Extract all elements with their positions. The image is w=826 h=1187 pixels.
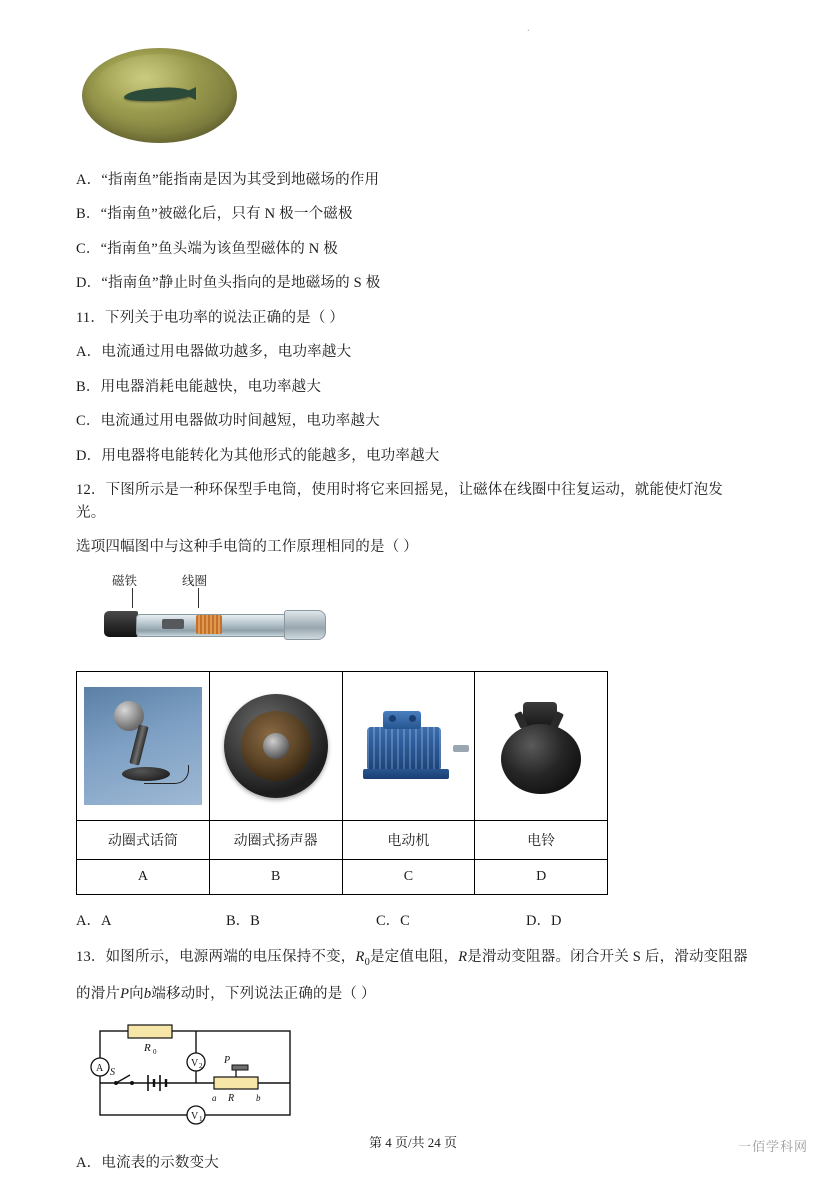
cell-image-b (209, 671, 342, 820)
q12-answer-b: B．B (226, 912, 260, 929)
electric-bell-photo (475, 673, 607, 819)
circuit-svg (86, 1017, 316, 1137)
loudspeaker-drawing (213, 690, 339, 802)
svg-text:0: 0 (153, 1048, 157, 1057)
table-row-names (77, 820, 608, 859)
svg-text:1: 1 (199, 1115, 203, 1124)
q12-stem-line2: 选项四幅图中与这种手电筒的工作原理相同的是（ ） (76, 539, 418, 556)
q12-answer-a: A．A (76, 912, 112, 929)
q13-symbol-r0: R (355, 948, 365, 965)
q13-circuit-diagram (86, 1017, 752, 1142)
svg-text:a: a (212, 1093, 217, 1104)
svg-text:P: P (224, 1055, 231, 1067)
torch-magnet-label: 磁铁 (112, 573, 138, 588)
option-letter-b: B (209, 859, 342, 894)
motor-base (363, 769, 449, 779)
motor-bolt (389, 715, 396, 722)
q13-option-a: A．电流表的示数变大 (76, 1155, 219, 1172)
q13-symbol-r0-sub: 0 (364, 956, 370, 968)
q10-option-c: C．“指南鱼”鱼头端为该鱼型磁体的 N 极 (76, 240, 338, 257)
q13-stem-part2: 是定值电阻， (369, 948, 459, 965)
svg-text:S: S (110, 1067, 115, 1079)
svg-text:A: A (96, 1063, 104, 1075)
q13-symbol-b: b (143, 985, 152, 1002)
svg-text:V: V (191, 1111, 199, 1123)
microphone-drawing (84, 687, 202, 805)
motor-fins (367, 727, 441, 771)
svg-text:R: R (228, 1093, 235, 1105)
option-letter-c: C (342, 859, 475, 894)
q10-option-b: B．“指南鱼”被磁化后，只有 N 极一个磁极 (76, 206, 353, 223)
option-name-d: 电铃 (475, 820, 608, 859)
speaker-frame (224, 694, 328, 798)
motor-shaft (453, 745, 469, 752)
option-letter-d: D (475, 859, 608, 894)
q13-stem2-part2: 向 (129, 985, 144, 1002)
q12-answer-row (76, 909, 676, 930)
svg-text:2: 2 (199, 1062, 203, 1071)
page-content (76, 40, 752, 1187)
torch-coil-shape (196, 615, 222, 634)
svg-text:R: R (144, 1042, 151, 1055)
speaker-cone (241, 711, 311, 781)
option-name-a: 动圈式话筒 (77, 820, 210, 859)
coil-leader-line (198, 588, 199, 608)
q11-option-a: A．电流通过用电器做功越多，电功率越大 (76, 344, 352, 361)
table-row-letters (77, 859, 608, 894)
torch-coil-label: 线圈 (182, 573, 208, 588)
cell-image-a (77, 671, 210, 820)
torch-head (104, 611, 138, 637)
table-row-images (77, 671, 608, 820)
q13-symbol-p: P (120, 985, 130, 1002)
option-name-c: 电动机 (342, 820, 475, 859)
motor-bolt (409, 715, 416, 722)
motor-drawing (343, 691, 475, 801)
compass-fish-bowl-photo (82, 40, 242, 155)
electric-motor-photo (343, 673, 475, 819)
q12-answer-c: C．C (376, 912, 410, 929)
torch-tail (284, 610, 326, 640)
q13-stem-line2 (76, 983, 752, 1005)
q11-option-d: D．用电器将电能转化为其他形式的能越多，电功率越大 (76, 447, 440, 464)
cell-image-d (475, 671, 608, 820)
microphone-photo (77, 673, 209, 819)
svg-text:b: b (256, 1093, 261, 1104)
page-footer: 第 4 页/共 24 页 (368, 1135, 458, 1150)
speaker-dome (263, 733, 289, 759)
q11-option-c: C．电流通过用电器做功时间越短，电功率越大 (76, 413, 380, 430)
q11-stem: 11．下列关于电功率的说法正确的是（ ） (76, 309, 345, 326)
svg-text:V: V (191, 1058, 199, 1070)
option-letter-a: A (77, 859, 210, 894)
microphone-cord (144, 765, 189, 784)
q10-option-d: D．“指南鱼”静止时鱼头指向的是地磁场的 S 极 (76, 275, 381, 292)
torch-body (104, 607, 319, 641)
q13-stem-part3: 是滑动变阻器。闭合开关 S 后，滑动变阻器 (467, 948, 748, 965)
torch-magnet-shape (162, 619, 184, 629)
stray-mark: . (527, 22, 530, 34)
loudspeaker-photo (210, 673, 342, 819)
q13-stem2-part3: 端移动时，下列说法正确的是（ ） (151, 985, 376, 1002)
q11-option-b: B．用电器消耗电能越快，电功率越大 (76, 378, 322, 395)
q13-stem2-part1: 的滑片 (76, 985, 121, 1002)
q12-stem-line1: 12．下图所示是一种环保型手电筒，使用时将它来回摇晃，让磁体在线圈中往复运动，就能使灯泡发光。 (76, 482, 723, 521)
q10-option-a: A．“指南鱼”能指南是因为其受到地磁场的作用 (76, 172, 380, 188)
hand-torch-figure (94, 571, 344, 661)
motor-front-housing (435, 731, 455, 767)
cell-image-c (342, 671, 475, 820)
bell-drawing (491, 690, 591, 802)
site-watermark: 一佰学科网 (737, 1139, 808, 1154)
q12-answer-d: D．D (526, 912, 562, 929)
bell-dome (501, 724, 581, 794)
q13-stem-part1: 13．如图所示，电源两端的电压保持不变， (76, 948, 356, 965)
q12-options-table (76, 671, 608, 895)
magnet-leader-line (132, 588, 133, 608)
option-name-b: 动圈式扬声器 (209, 820, 342, 859)
q13-stem-line1 (76, 946, 752, 971)
q13-symbol-r: R (458, 948, 468, 965)
